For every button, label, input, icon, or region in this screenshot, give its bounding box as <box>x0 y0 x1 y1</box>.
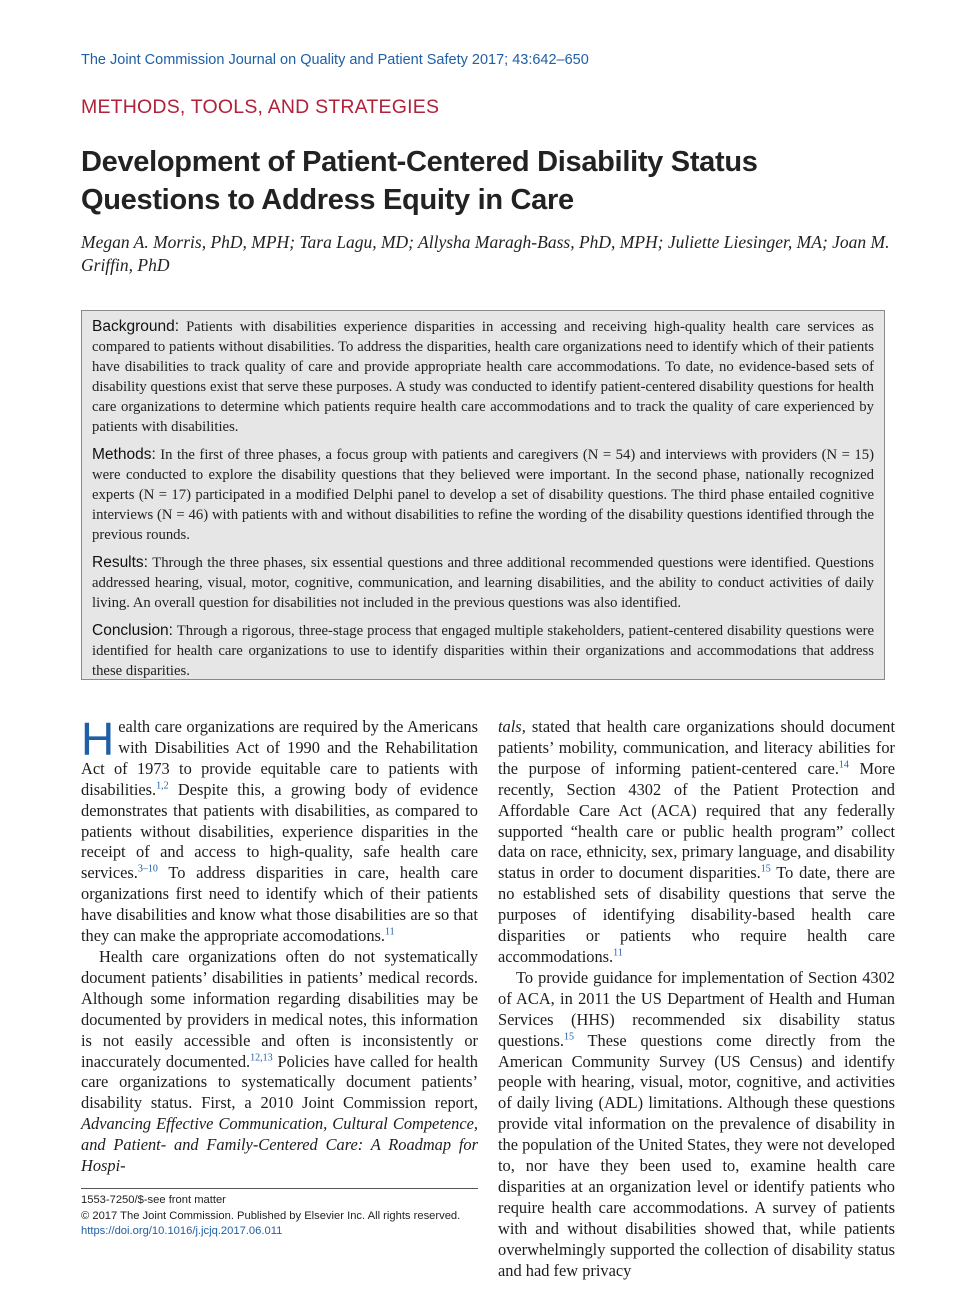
abstract-background-text: Patients with disabilities experience disparities in accessing and receiving high-quality health care services as compared to patients without disabilities. To address the disparities, health care organizations need to identify which of their patients have disabilities to track quality of care and provide appropriate health care accommodations. To date, no evidence-based sets of disability questions exist that serve these purposes. A study was conducted to identify patient-centered disability questions for health care organizations to determine which patients require health care accommodations and to track the quality of care experienced by patients with disabilities. <box>92 319 874 435</box>
copyright-line: © 2017 The Joint Commission. Published by Elsevier Inc. All rights reserved. <box>81 1209 461 1222</box>
body-text: ealth care organizations are required by the Americans with Disabilities Act of 1990 and the Rehabilitation Act of 1973 to provide equitable care to patients with disabilities. <box>81 717 478 799</box>
author-list: Megan A. Morris, PhD, MPH; Tara Lagu, MD; Allysha Maragh-Bass, PhD, MPH; Juliette Liesinger, MA; Joan M. Griffin, PhD <box>81 232 890 275</box>
abstract-results <box>92 553 874 613</box>
reference-link[interactable]: 12,13 <box>250 1052 273 1064</box>
body-column-right <box>498 717 895 1280</box>
reference-link[interactable]: 11 <box>613 947 623 959</box>
footnote <box>81 1193 481 1240</box>
body-text: Policies have called for health care organizations to systematically document patients’ disability status. First, a 2010 Joint Commission report, <box>81 1051 478 1113</box>
drop-cap: H <box>81 713 115 765</box>
abstract-background <box>92 317 874 437</box>
body-text: Despite this, a growing body of evidence demonstrates that patients with disabilities, as compared to patients without disabilities, experience disparities in the receipt of and access to high-quality, safe health care services. <box>81 779 478 883</box>
abstract-methods-label: Methods: <box>92 446 156 463</box>
abstract-methods <box>92 445 874 545</box>
body-text: Health care organizations often do not systematically document patients’ disabilities in patients’ medical records. Although some information regarding disabilities may be documented by providers in medical notes, this information is not easily accessible and often is inconsistently or inaccurately documented. <box>81 946 478 1071</box>
reference-link[interactable]: 3–10 <box>137 863 158 875</box>
reference-link[interactable]: 14 <box>838 759 849 771</box>
section-heading: METHODS, TOOLS, AND STRATEGIES <box>81 96 440 118</box>
abstract-results-text: Through the three phases, six essential questions and three additional recommended questions were identified. Questions addressed hearing, visual, motor, cognitive, communication, and learning disabilities, and the ability to conduct activities of daily living. An overall question for disabilities not included in the previous questions was also identified. <box>92 555 874 611</box>
article-title: Development of Patient-Centered Disability Status Questions to Address Equity in Care <box>81 146 758 216</box>
reference-link[interactable]: 15 <box>760 863 771 875</box>
body-text: More recently, Section 4302 of the Patient Protection and Affordable Care Act (ACA) required that any federally supported “health care or public health program” collect data on race, ethnicity, sex, primary language, and disability status in order to document disparities. <box>498 758 895 883</box>
abstract-box <box>81 310 885 680</box>
abstract-conclusion-text: Through a rigorous, three-stage process that engaged multiple stakeholders, patient-centered disability questions were identified for health care organizations to use to identify disparities within their organizations and accommodations that address these disparities. <box>92 623 874 679</box>
journal-citation: The Joint Commission Journal on Quality and Patient Safety 2017; 43:642–650 <box>81 52 589 68</box>
reference-link[interactable]: 1,2 <box>156 780 169 792</box>
reference-link[interactable]: 15 <box>564 1031 575 1043</box>
report-title: Advancing Effective Communication, Cultural Competence, and Patient- and Family-Centered Care: A Roadmap for Hospi- <box>81 1114 478 1176</box>
report-title: tals <box>498 717 522 736</box>
abstract-conclusion-label: Conclusion: <box>92 622 173 639</box>
body-paragraph <box>81 713 478 947</box>
body-text: To address disparities in care, health care organizations first need to identify which of their patients have disabilities and know what those disabilities are so that they can make the appropriate accomodations. <box>81 863 478 946</box>
body-column-left <box>81 713 478 1176</box>
body-paragraph <box>498 968 895 1282</box>
body-text: , stated that health care organizations should document patients’ mobility, communication, and literacy abilities for the purpose of informing patient-centered care. <box>498 717 895 778</box>
body-paragraph <box>81 947 478 1177</box>
body-text: To date, there are no established sets of disability questions that serve the purposes of identifying disability-based health care disparities or patients who require health care accommodations. <box>498 863 895 966</box>
abstract-background-label: Background: <box>92 318 180 335</box>
footnote-divider <box>81 1188 478 1189</box>
issn-line: 1553-7250/$-see front matter <box>81 1194 226 1206</box>
abstract-results-label: Results: <box>92 554 148 571</box>
body-text: These questions come directly from the American Community Survey (US Census) and identify people with hearing, visual, motor, cognitive, and activities of daily living (ADL) limitations. Although these questions provide vital information on the prevalence of disability in the population of the United States, they were not developed to, nor have they been used to, examine health care disparities at an organization level or identify patients who require health care accommodations. A survey of patients with and without disabilities showed that, while patients overwhelmingly supported the collection of disability status and had few privacy <box>498 1030 895 1280</box>
abstract-conclusion <box>92 621 874 681</box>
doi-link[interactable]: https://doi.org/10.1016/j.jcjq.2017.06.011 <box>81 1225 283 1237</box>
reference-link[interactable]: 11 <box>385 926 395 938</box>
body-text: To provide guidance for implementation of Section 4302 of ACA, in 2011 the US Department of Health and Human Services (HHS) recommended six disability status questions. <box>498 967 895 1050</box>
abstract-methods-text: In the first of three phases, a focus group with patients and caregivers (N = 54) and interviews with providers (N = 15) were conducted to explore the disability questions that they believed were important. In the second phase, nationally recognized experts (N = 17) participated in a modified Delphi panel to develop a set of disability questions. The third phase entailed cognitive interviews (N = 46) with patients with and without disabilities to refine the wording of the disability questions identified through the previous rounds. <box>92 447 875 543</box>
body-paragraph <box>498 717 895 968</box>
